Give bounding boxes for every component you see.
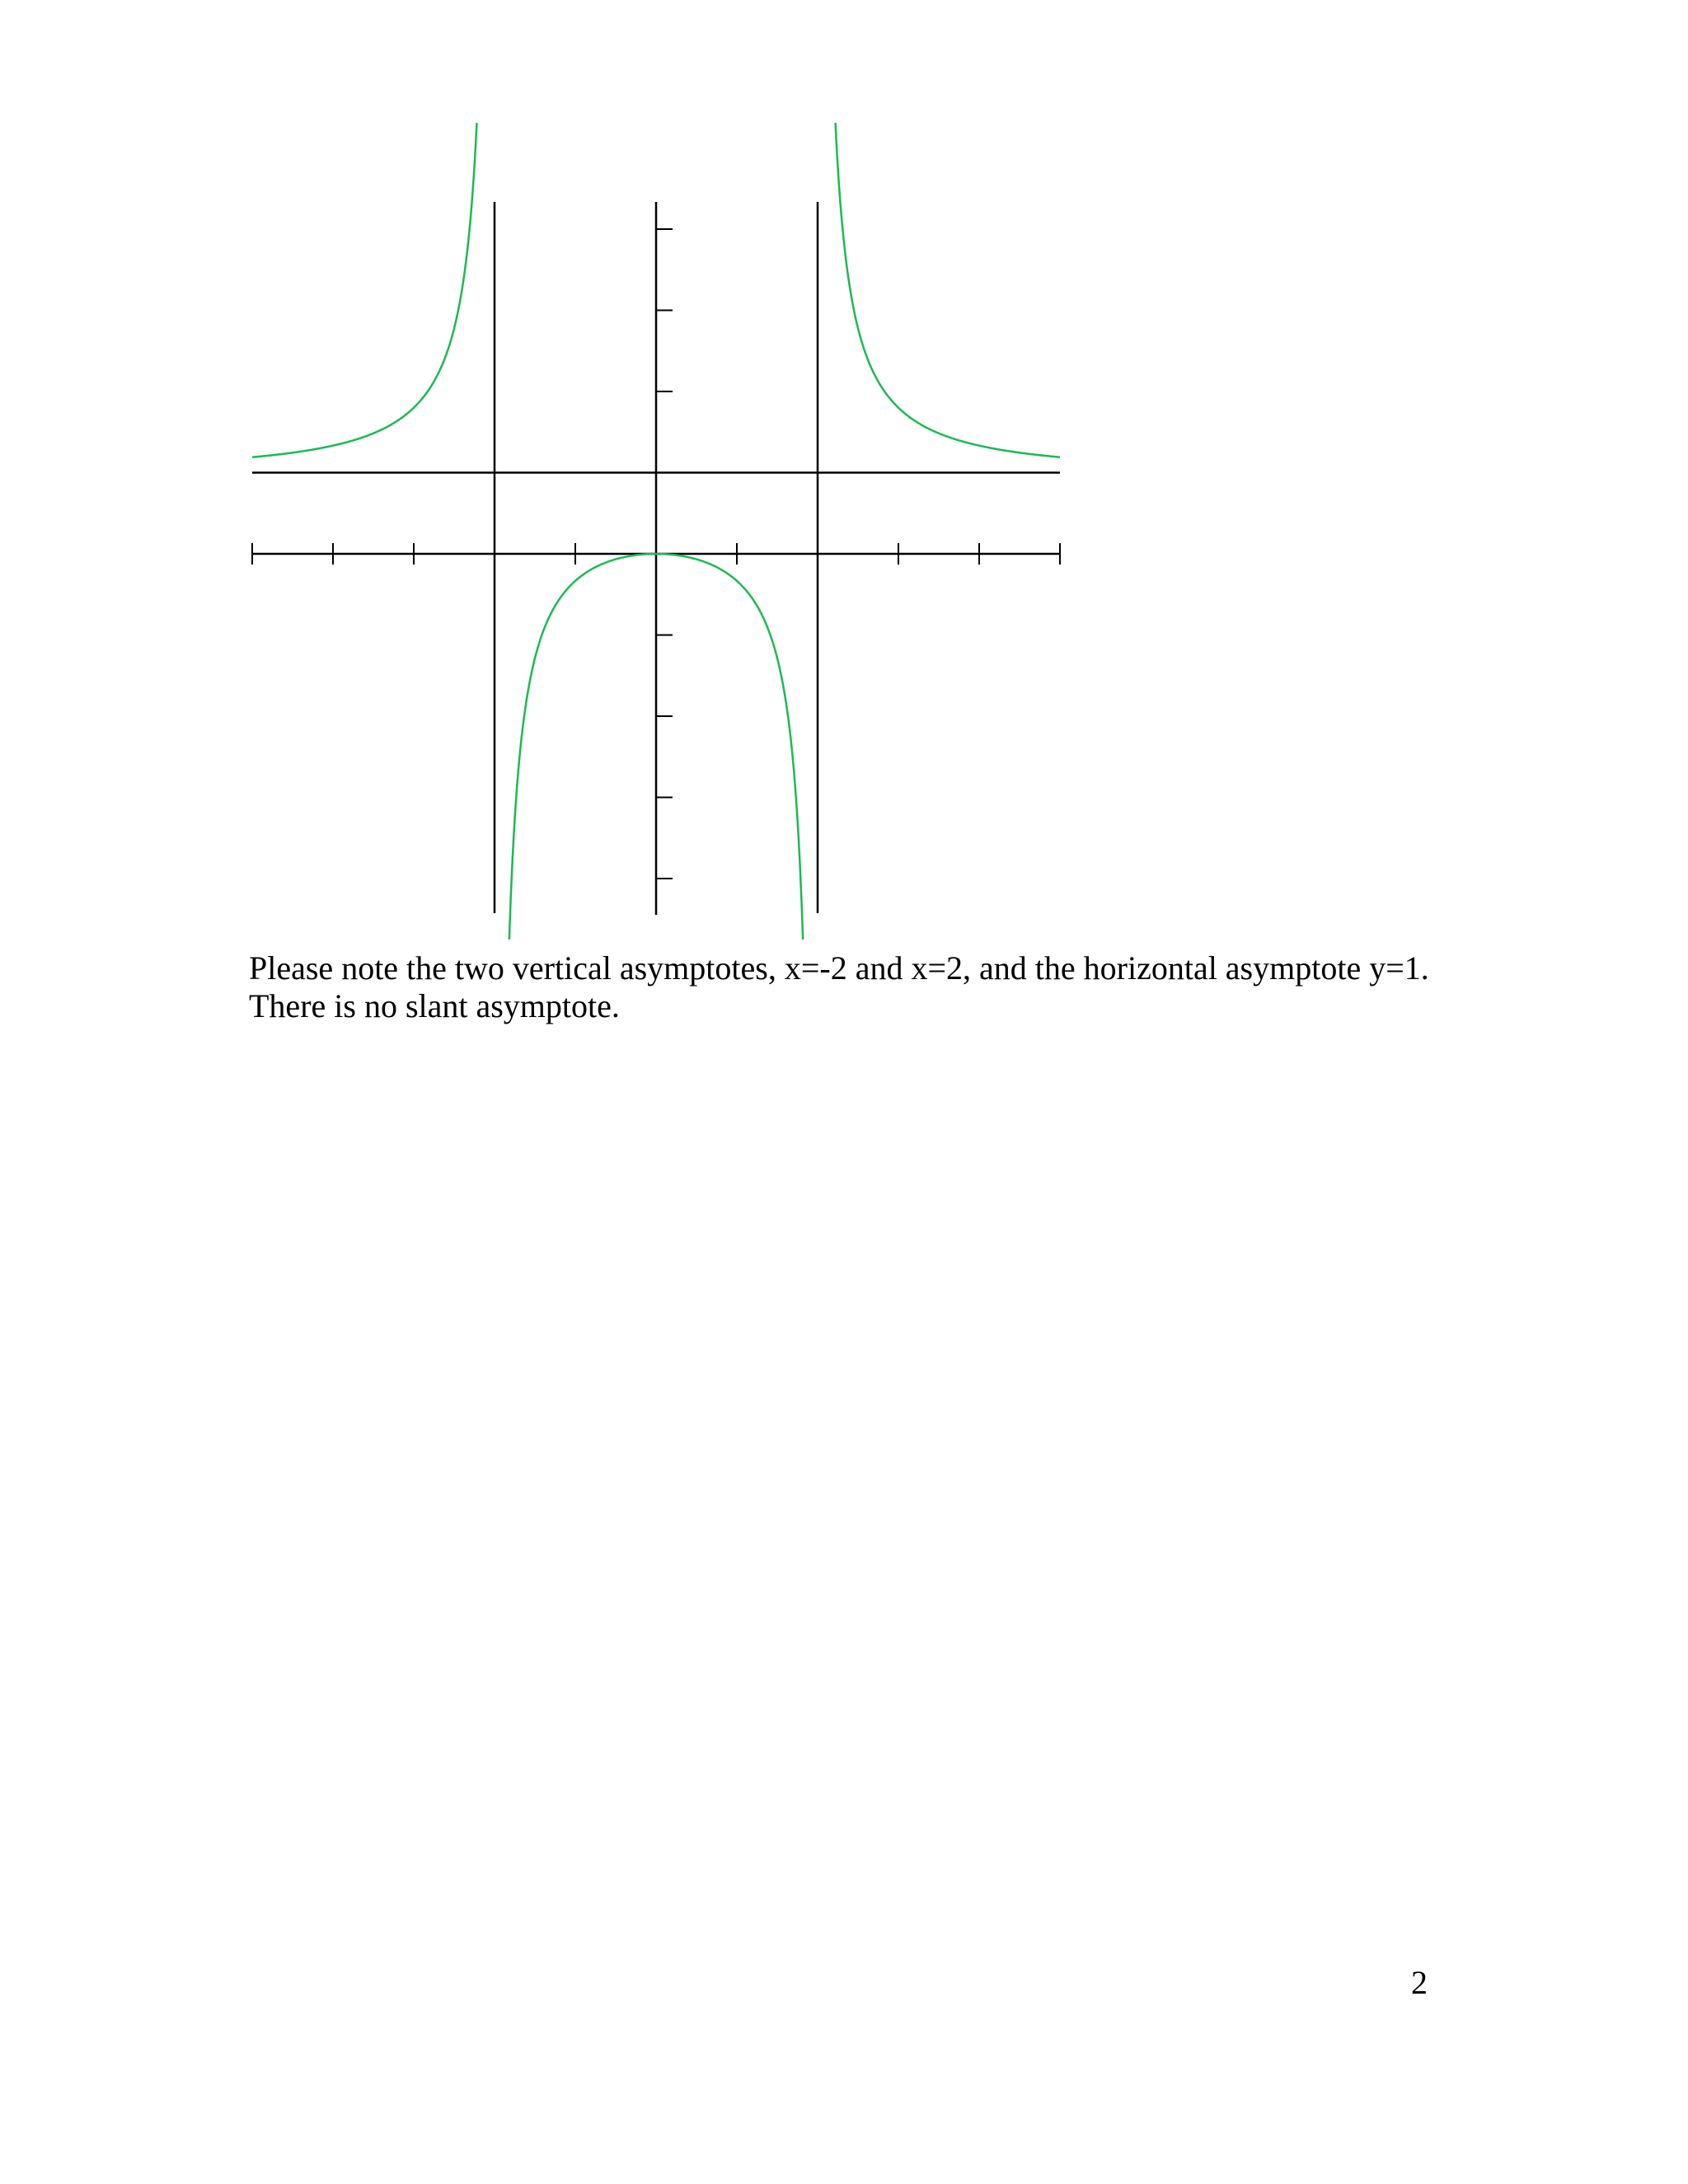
caption [249,949,1485,1025]
page-number: 2 [1411,1964,1428,2001]
graph-figure [0,0,1688,940]
curve-branch-1 [252,123,476,457]
caption-line-2: There is no slant asymptote. [249,987,620,1024]
caption-line-1: Please note the two vertical asymptotes, x=-2 and x=2, and the horizontal asymptote y=1. [249,949,1429,987]
curve-branch-3 [836,123,1060,457]
graph-svg [0,0,1688,940]
